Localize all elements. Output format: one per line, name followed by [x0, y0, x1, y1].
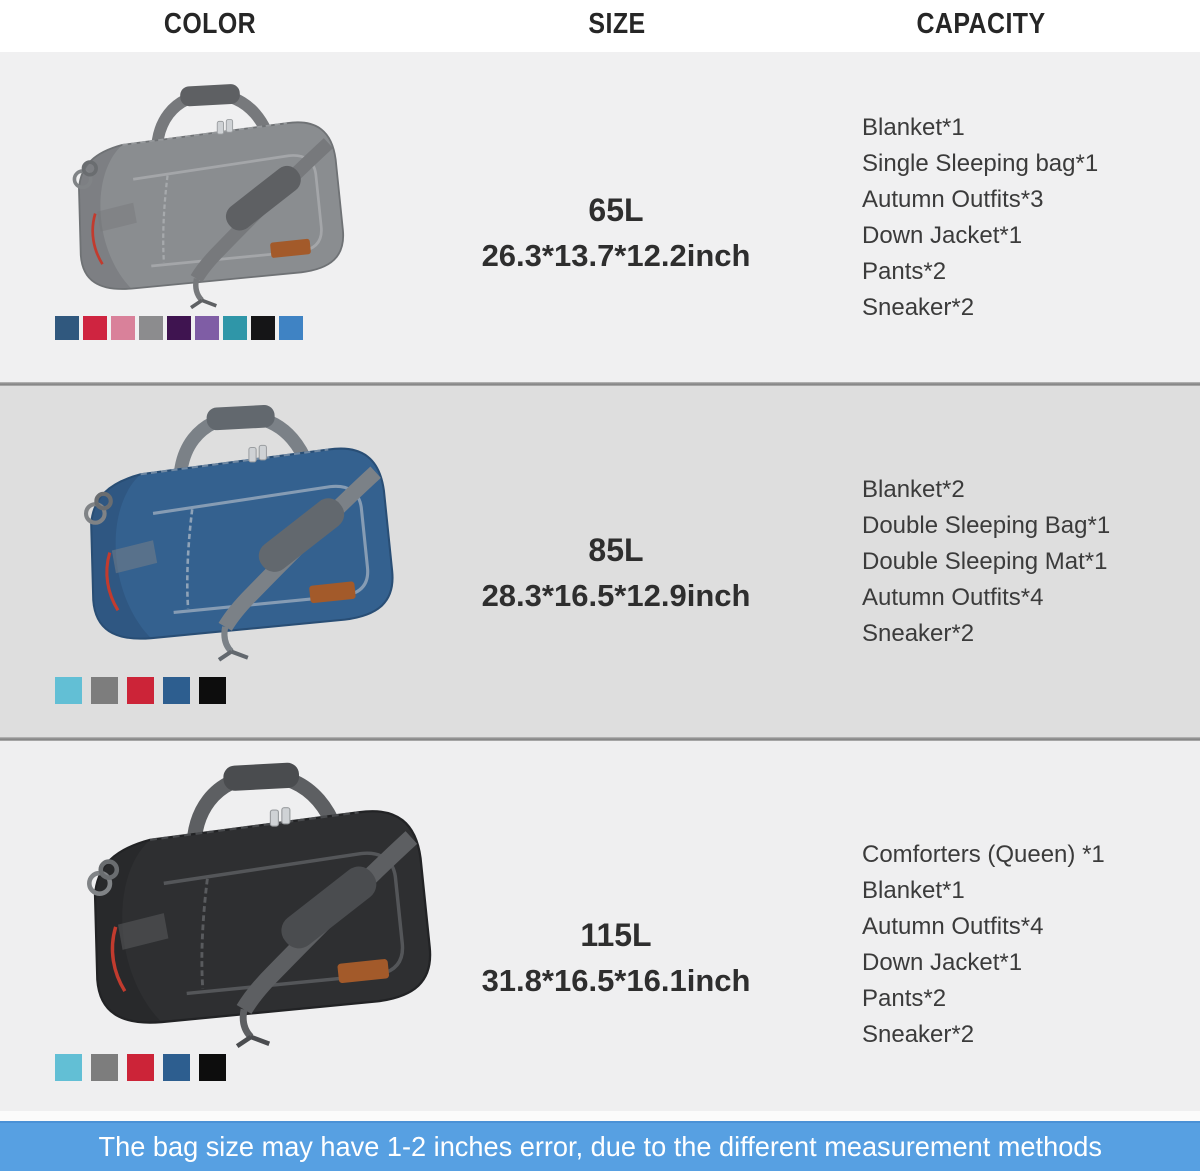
duffel-bag-illustration [38, 78, 373, 313]
capacity-item: Pants*2 [862, 258, 947, 285]
color-swatch [139, 316, 163, 340]
size-info [482, 188, 751, 278]
available-color-swatches [55, 316, 307, 340]
color-swatch [55, 677, 82, 704]
available-color-swatches [55, 1054, 235, 1081]
size-info [482, 913, 751, 1003]
color-swatch [127, 677, 154, 704]
volume-label: 85L [588, 532, 644, 568]
capacity-item: Down Jacket*1 [862, 949, 1023, 976]
volume-label: 65L [588, 192, 644, 228]
color-swatch [91, 677, 118, 704]
dimensions-label: 28.3*16.5*12.9inch [481, 578, 751, 613]
volume-label: 115L [580, 917, 652, 953]
color-swatch [199, 677, 226, 704]
capacity-item: Pants*2 [862, 985, 947, 1012]
capacity-item: Double Sleeping Bag*1 [862, 512, 1111, 539]
size-info [482, 528, 751, 618]
color-swatch [111, 316, 135, 340]
capacity-item: Double Sleeping Mat*1 [862, 548, 1108, 575]
measurement-note-banner [0, 1121, 1200, 1171]
color-swatch [279, 316, 303, 340]
capacity-item: Autumn Outfits*3 [862, 186, 1044, 213]
capacity-list [862, 472, 1110, 652]
product-row-115l [0, 741, 1200, 1111]
capacity-list [862, 837, 1105, 1053]
capacity-item: Blanket*2 [862, 476, 965, 503]
color-swatch [91, 1054, 118, 1081]
product-row-65l [0, 52, 1200, 382]
capacity-item: Autumn Outfits*4 [862, 584, 1044, 611]
capacity-item: Blanket*1 [862, 877, 965, 904]
available-color-swatches [55, 677, 235, 704]
capacity-item: Sneaker*2 [862, 294, 975, 321]
capacity-item: Sneaker*2 [862, 1021, 975, 1048]
capacity-list [862, 110, 1098, 326]
column-header-capacity: CAPACITY [916, 8, 1046, 40]
duffel-bag-illustration [48, 398, 423, 666]
color-swatch [127, 1054, 154, 1081]
color-swatch [199, 1054, 226, 1081]
dimensions-label: 26.3*13.7*12.2inch [481, 238, 751, 273]
column-header-color: COLOR [163, 8, 257, 40]
dimensions-label: 31.8*16.5*16.1inch [481, 963, 751, 998]
product-row-85l [0, 386, 1200, 737]
capacity-item: Sneaker*2 [862, 620, 975, 647]
duffel-bag-illustration [48, 755, 463, 1053]
color-swatch [55, 1054, 82, 1081]
color-swatch [251, 316, 275, 340]
color-swatch [163, 1054, 190, 1081]
color-swatch [163, 677, 190, 704]
table-header [0, 0, 1200, 52]
color-swatch [195, 316, 219, 340]
measurement-note-text: The bag size may have 1-2 inches error, due to the different measurement methods [98, 1131, 1102, 1162]
column-header-size: SIZE [588, 8, 646, 40]
color-swatch [223, 316, 247, 340]
capacity-item: Autumn Outfits*4 [862, 913, 1044, 940]
color-swatch [55, 316, 79, 340]
color-swatch [167, 316, 191, 340]
capacity-item: Blanket*1 [862, 114, 965, 141]
capacity-item: Single Sleeping bag*1 [862, 150, 1099, 177]
color-swatch [83, 316, 107, 340]
capacity-item: Down Jacket*1 [862, 222, 1023, 249]
bottom-spacer [0, 1111, 1200, 1121]
capacity-item: Comforters (Queen) *1 [862, 841, 1105, 868]
